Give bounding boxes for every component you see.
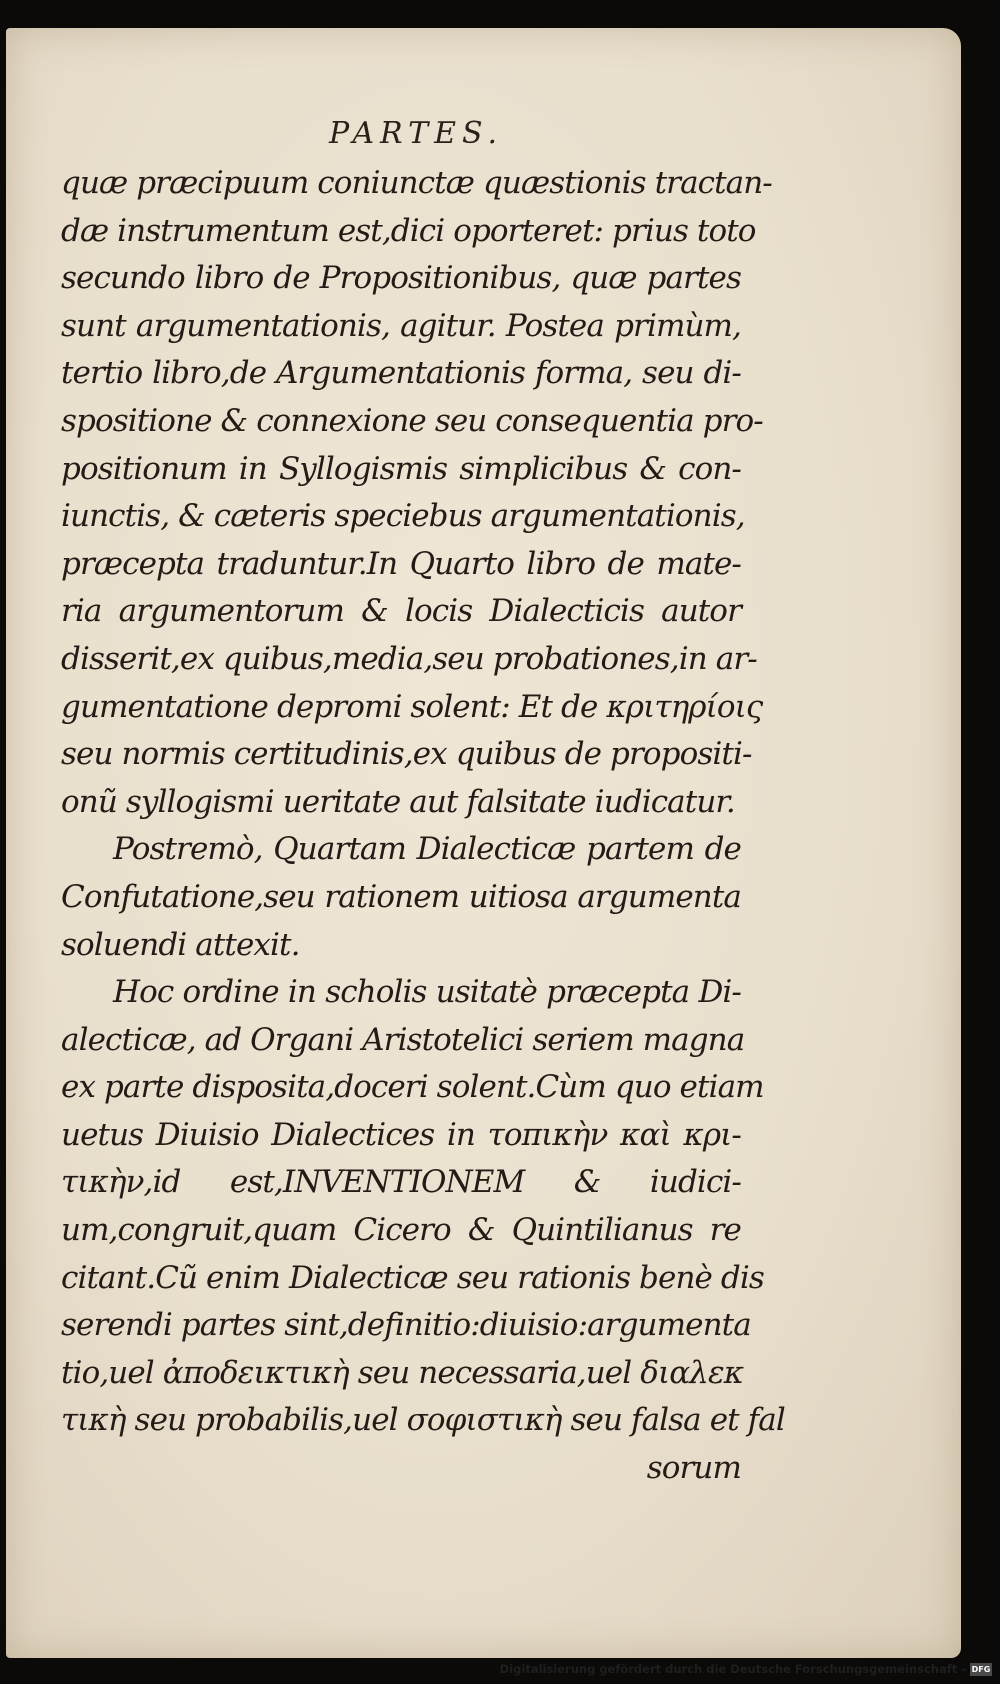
text-line: tertio libro,de Argumentationis forma, seu di- — [61, 355, 741, 392]
text-line: spositione & connexione seu consequentia pro- — [61, 402, 763, 439]
running-head: PARTES. — [328, 116, 504, 151]
text-line: ex parte disposita,doceri solent.Cùm quo etiam — [61, 1069, 764, 1106]
text-line: gumentatione depromi solent: Et de κριτηρίοις — [61, 688, 763, 725]
text-line: sunt argumentationis, agitur. Postea primùm, — [61, 307, 741, 344]
paragraph-start-line: Hoc ordine in scholis usitatè præcepta Di- — [113, 974, 741, 1011]
text-line: onũ syllogismi ueritate aut falsitate iudicatur. — [61, 783, 735, 820]
text-line: uetus Diuisio Dialectices in τοπικὴν καὶ κρι- — [61, 1116, 741, 1153]
text-line: positionum in Syllogismis simplicibus & con- — [61, 450, 741, 487]
text-line: soluendi attexit. — [61, 926, 300, 963]
text-line: iunctis, & cæteris speciebus argumentationis, — [61, 498, 745, 535]
text-line: seu normis certitudinis,ex quibus de propositi- — [61, 736, 752, 773]
text-line: dæ instrumentum est,dici oporteret: prius toto — [61, 212, 756, 249]
paragraph-start-line: Postremò, Quartam Dialecticæ partem de — [113, 831, 741, 868]
text-line: citant.Cũ enim Dialecticæ seu rationis benè dis — [61, 1259, 764, 1296]
dfg-logo: DFG — [971, 1664, 991, 1674]
text-line: τικὴ seu probabilis,uel σοφιστικὴ seu falsa et fal — [61, 1402, 785, 1439]
text-line: um,congruit,quam Cicero & Quintilianus re — [61, 1212, 741, 1249]
digitization-footer — [500, 1658, 992, 1680]
text-line: præcepta traduntur.In Quarto libro de mate- — [61, 545, 741, 582]
text-line: ria argumentorum & locis Dialecticis autor — [61, 593, 741, 630]
text-line: Confutatione,seu rationem uitiosa argumenta — [61, 878, 741, 915]
text-line: disserit,ex quibus,media,seu probationes,in ar- — [61, 640, 757, 677]
text-line: tio,uel ἀποδεικτικὴ seu necessaria,uel διαλεκ — [61, 1354, 744, 1391]
text-line: quæ præcipuum coniunctæ quæstionis tractan- — [61, 165, 772, 201]
text-line: τικὴν,id est,INVENTIONEM & iudici- — [61, 1164, 741, 1201]
catchword: sorum — [646, 1450, 741, 1487]
text-block — [61, 160, 785, 1493]
book-page — [6, 28, 961, 1658]
text-line: secundo libro de Propositionibus, quæ partes — [61, 260, 741, 297]
text-line: alecticæ, ad Organi Aristotelici seriem magna — [61, 1021, 745, 1058]
funding-credit: Digitalisierung gefördert durch die Deutsche Forschungsgemeinschaft - — [499, 1662, 966, 1676]
text-line: serendi partes sint,definitio:diuisio:argumenta — [61, 1307, 751, 1344]
